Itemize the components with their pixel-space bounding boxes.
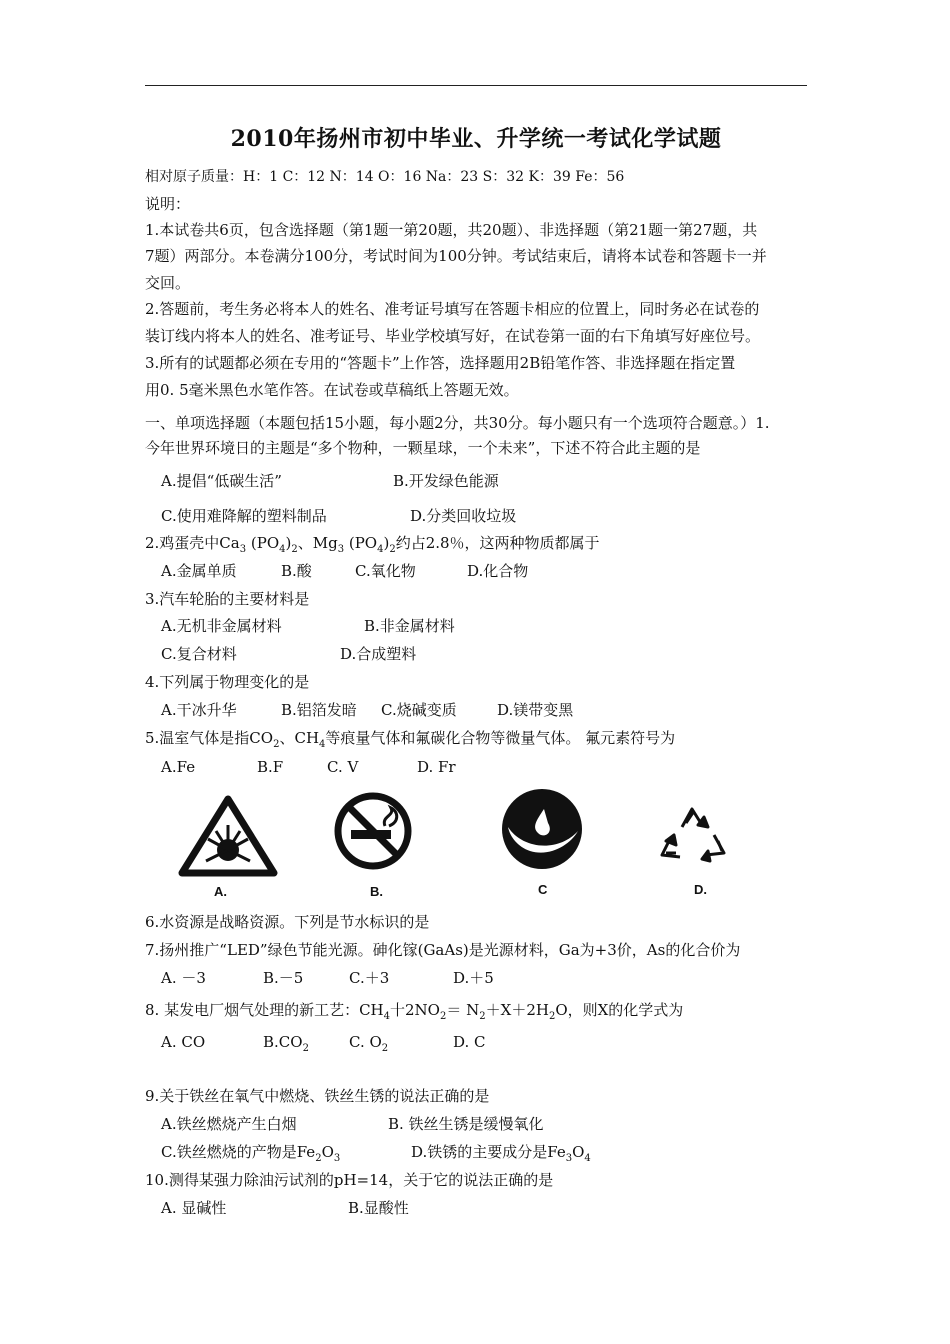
q2-option-c: C.氧化物	[355, 562, 416, 580]
note-line: 3.所有的试题都必须在专用的“答题卡”上作答，选择题用2B铅笔作答、非选择题在指定置	[145, 354, 736, 372]
q3-option-c: C.复合材料	[161, 645, 237, 663]
q1-option-b: B.开发绿色能源	[393, 472, 499, 490]
q8-option-b: $B.CO_2$	[263, 1033, 309, 1054]
q4-option-a: A.干冰升华	[161, 701, 237, 719]
q5-option-d: D. Fr	[417, 758, 456, 776]
q8-option-a: A. CO	[161, 1033, 206, 1051]
note-line: 用0. 5毫米黑色水笔作答。在试卷或草稿纸上答题无效。	[145, 381, 519, 399]
q9-option-c: C.铁丝燃烧的产物是$Fe_2O_3$	[161, 1143, 341, 1164]
q3-option-b: B.非金属材料	[364, 617, 455, 635]
q4-option-b: B.铝箔发暗	[281, 701, 357, 719]
question-2-stem: 2.鸡蛋壳中$Ca_3$ $(PO_4)_2$、$Mg_3$ $(PO_4)_2$约占2.8％，这两种物质都属于	[145, 534, 600, 555]
q7-option-a: A. －3	[161, 969, 206, 987]
question-6-stem: 6.水资源是战略资源。下列是节水标识的是	[145, 913, 430, 931]
no-smoking-icon	[333, 790, 413, 872]
note-line: 装订线内将本人的姓名、准考证号、毕业学校填写好，在试卷第一面的右下角填写好座位号。	[145, 327, 761, 345]
q1-option-c: C.使用难降解的塑料制品	[161, 507, 327, 525]
q9-option-a: A.铁丝燃烧产生白烟	[161, 1115, 297, 1133]
question-1-stem: 今年世界环境日的主题是“多个物种，一颗星球，一个未来”，下述不符合此主题的是	[145, 439, 701, 457]
q10-option-a: A. 显碱性	[161, 1199, 227, 1217]
q7-option-d: D.＋5	[453, 969, 494, 987]
q8-option-d: D. C	[453, 1033, 486, 1051]
atomic-mass-line: 相对原子质量：H：1 C：12 N：14 O：16 Na：23 S：32 K：39 Fe：56	[145, 169, 625, 185]
q7-option-c: C.＋3	[349, 969, 390, 987]
question-4-stem: 4.下列属于物理变化的是	[145, 673, 310, 691]
symbol-label-b: B.	[370, 884, 383, 899]
q5-option-b: B.F	[257, 758, 284, 776]
note-line: 7题）两部分。本卷满分100分，考试时间为100分钟。考试结束后，请将本试卷和答题卡一并	[145, 247, 767, 265]
q10-option-b: B.显酸性	[348, 1199, 409, 1217]
q2-option-a: A.金属单质	[161, 562, 237, 580]
page-title: 2010年扬州市初中毕业、升学统一考试化学试题	[230, 126, 722, 152]
question-5-stem: 5.温室气体是指$CO_2$、$CH_4$等痕量气体和氟碳化合物等微量气体。 氟元素符号为	[145, 729, 676, 750]
question-7-stem: 7.扬州推广“LED”绿色节能光源。砷化镓(GaAs)是光源材料，Ga为+3价，As的化合价为	[145, 941, 741, 959]
explosive-warning-icon	[178, 795, 278, 877]
notes-heading: 说明：	[145, 195, 191, 213]
symbol-label-a: A.	[214, 884, 227, 899]
q7-option-b: B.－5	[263, 969, 304, 987]
q3-option-d: D.合成塑料	[340, 645, 417, 663]
q1-option-a: A.提倡“低碳生活”	[161, 472, 282, 490]
q5-option-c: C. V	[327, 758, 359, 776]
q9-option-d: D.铁锈的主要成分是$Fe_3O_4$	[411, 1143, 591, 1164]
header-rule	[145, 85, 807, 86]
q4-option-c: C.烧碱变质	[381, 701, 457, 719]
q2-option-d: D.化合物	[467, 562, 529, 580]
symbol-label-d: D.	[694, 882, 707, 897]
q1-option-d: D.分类回收垃圾	[410, 507, 517, 525]
q2-option-b: B.酸	[281, 562, 312, 580]
question-3-stem: 3.汽车轮胎的主要材料是	[145, 590, 310, 608]
symbol-label-c: C	[538, 882, 548, 897]
question-8-stem: 8. 某发电厂烟气处理的新工艺：$CH_4$十$2NO_2= N_2+X+2H_2O$，则X的化学式为	[145, 1001, 684, 1022]
note-line: 交回。	[145, 274, 191, 292]
water-saving-icon	[500, 787, 584, 871]
q3-option-a: A.无机非金属材料	[161, 617, 282, 635]
question-9-stem: 9.关于铁丝在氧气中燃烧、铁丝生锈的说法正确的是	[145, 1087, 490, 1105]
section-heading: 一、单项选择题（本题包括15小题，每小题2分，共30分。每小题只有一个选项符合题意。）1.	[145, 414, 770, 432]
q5-option-a: A.Fe	[161, 758, 196, 776]
q4-option-d: D.镁带变黑	[497, 701, 574, 719]
q8-option-c: C. $O_2$	[349, 1033, 389, 1054]
recycle-icon	[652, 797, 736, 877]
question-10-stem: 10.测得某强力除油污试剂的pH=14，关于它的说法正确的是	[145, 1171, 554, 1189]
note-line: 1.本试卷共6页，包含选择题（第1题一第20题，共20题）、非选择题（第21题一第27题，共	[145, 221, 758, 239]
note-line: 2.答题前，考生务必将本人的姓名、准考证号填写在答题卡相应的位置上，同时务必在试卷的	[145, 300, 760, 318]
q9-option-b: B. 铁丝生锈是缓慢氧化	[388, 1115, 544, 1133]
